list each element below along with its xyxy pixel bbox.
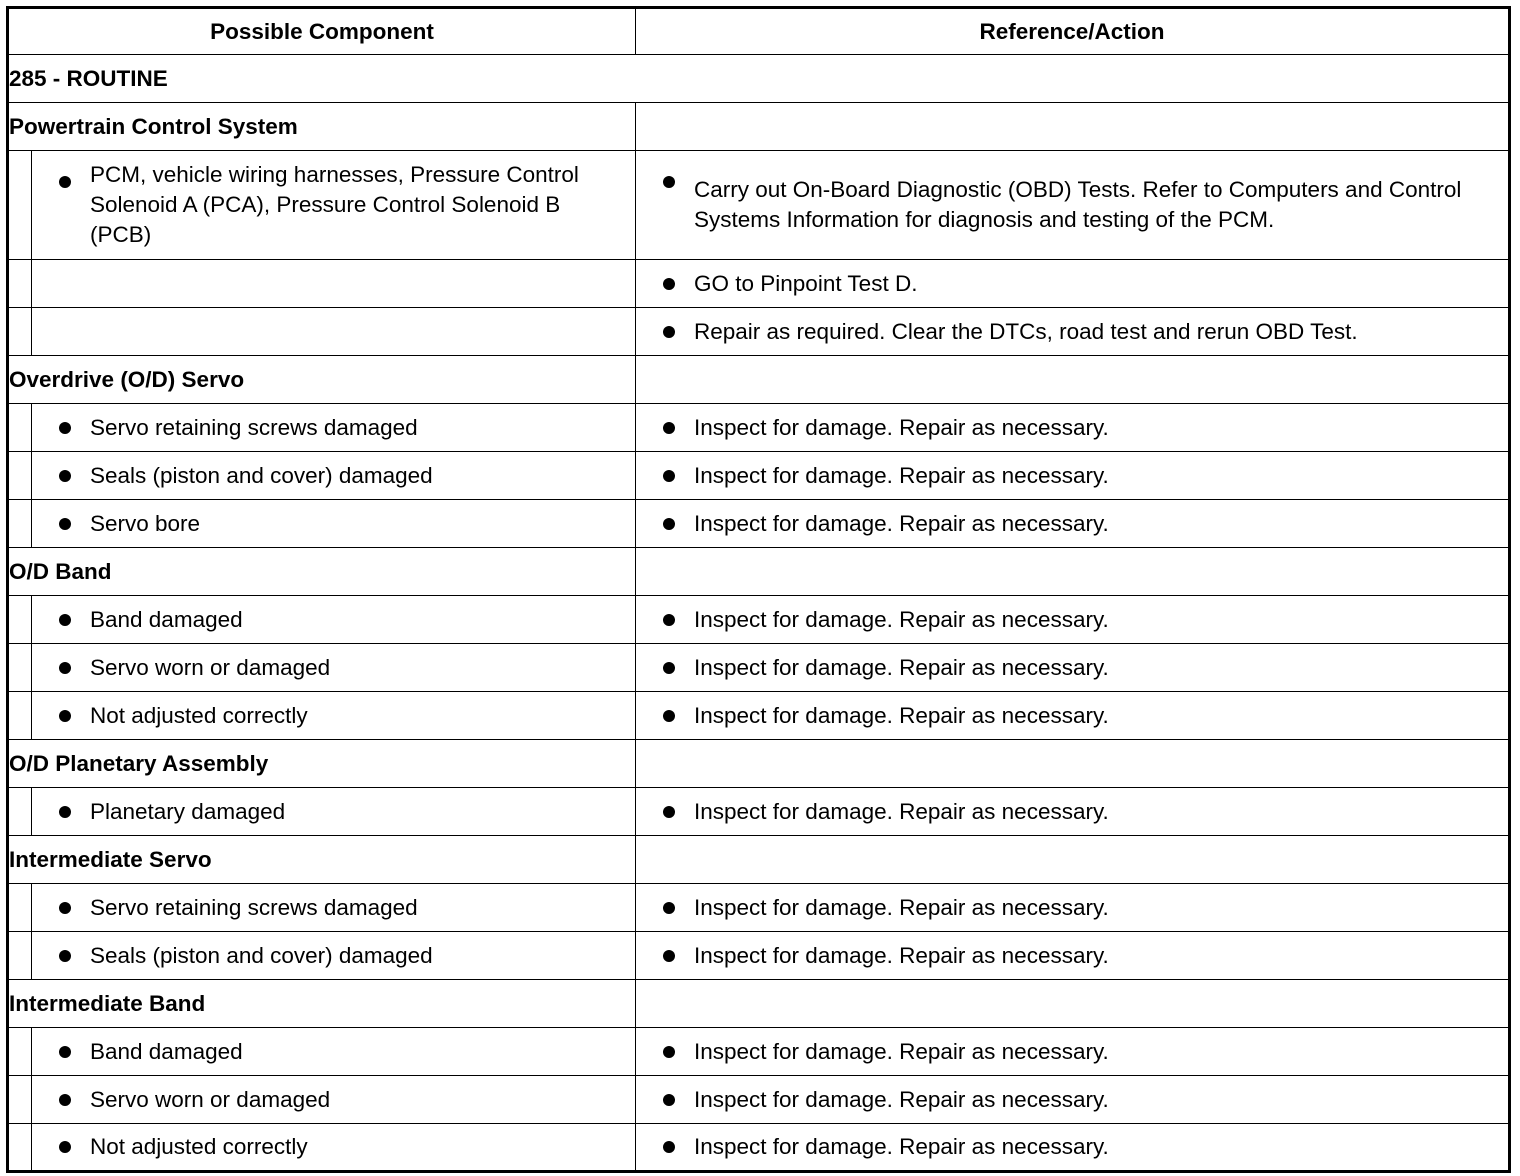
action-text: Inspect for damage. Repair as necessary.	[694, 1134, 1109, 1159]
bullet-icon	[663, 422, 675, 434]
action-cell	[636, 644, 1510, 692]
section-row	[8, 356, 1510, 404]
bullet-icon	[663, 902, 675, 914]
section-row	[8, 980, 1510, 1028]
row-gutter	[8, 596, 32, 644]
action-cell	[636, 500, 1510, 548]
component-text: Servo worn or damaged	[90, 1086, 331, 1112]
action-text: Inspect for damage. Repair as necessary.	[694, 894, 1109, 920]
table-row	[8, 452, 1510, 500]
bullet-icon	[663, 662, 675, 674]
action-text: Inspect for damage. Repair as necessary.	[694, 510, 1109, 536]
component-cell	[32, 500, 636, 548]
row-gutter	[8, 1076, 32, 1124]
action-cell	[636, 788, 1510, 836]
section-title: Intermediate Servo	[8, 836, 636, 884]
row-gutter	[8, 404, 32, 452]
component-cell	[32, 932, 636, 980]
bullet-icon	[663, 1141, 675, 1153]
bullet-icon	[59, 1094, 71, 1106]
section-title: O/D Band	[8, 548, 636, 596]
action-text: Repair as required. Clear the DTCs, road test and rerun OBD Test.	[694, 318, 1358, 344]
bullet-icon	[59, 806, 71, 818]
action-cell	[636, 308, 1510, 356]
section-row	[8, 103, 1510, 151]
bullet-icon	[59, 710, 71, 722]
component-text: Seals (piston and cover) damaged	[90, 462, 433, 488]
bullet-icon	[663, 518, 675, 530]
component-text: Not adjusted correctly	[90, 702, 308, 728]
action-text: Inspect for damage. Repair as necessary.	[694, 702, 1109, 728]
section-title: O/D Planetary Assembly	[8, 740, 636, 788]
header-row	[8, 8, 1510, 55]
row-gutter	[8, 452, 32, 500]
table-row	[8, 1028, 1510, 1076]
bullet-icon	[663, 326, 675, 338]
table-row	[8, 884, 1510, 932]
bullet-icon	[59, 1046, 71, 1058]
bullet-icon	[663, 1094, 675, 1106]
bullet-icon	[663, 470, 675, 482]
bullet-icon	[663, 950, 675, 962]
action-text: Inspect for damage. Repair as necessary.	[694, 1038, 1109, 1064]
section-title: Intermediate Band	[8, 980, 636, 1028]
row-gutter	[8, 1124, 32, 1172]
row-gutter	[8, 692, 32, 740]
action-text: Inspect for damage. Repair as necessary.	[694, 654, 1109, 680]
bullet-icon	[663, 614, 675, 626]
section-action-empty	[636, 980, 1510, 1028]
section-action-empty	[636, 103, 1510, 151]
action-cell	[636, 692, 1510, 740]
component-cell	[32, 1076, 636, 1124]
row-gutter	[8, 884, 32, 932]
bullet-icon	[663, 1046, 675, 1058]
bullet-icon	[663, 278, 675, 290]
diagnosis-table	[6, 6, 1511, 1173]
action-cell	[636, 452, 1510, 500]
bullet-icon	[59, 662, 71, 674]
component-cell	[32, 884, 636, 932]
section-action-empty	[636, 836, 1510, 884]
component-text: Not adjusted correctly	[90, 1134, 308, 1159]
component-cell	[32, 1124, 636, 1172]
action-text: Inspect for damage. Repair as necessary.	[694, 1086, 1109, 1112]
section-action-empty	[636, 356, 1510, 404]
table-row	[8, 644, 1510, 692]
component-text: Planetary damaged	[90, 798, 286, 824]
component-cell	[32, 644, 636, 692]
table-row	[8, 500, 1510, 548]
action-text: Inspect for damage. Repair as necessary.	[694, 462, 1109, 488]
component-cell	[32, 596, 636, 644]
component-cell	[32, 151, 636, 260]
bullet-icon	[59, 422, 71, 434]
component-text: Servo retaining screws damaged	[90, 414, 418, 440]
header-action: Reference/Action	[636, 8, 1510, 55]
bullet-icon	[663, 710, 675, 722]
header-component: Possible Component	[8, 8, 636, 55]
component-cell-empty	[32, 260, 636, 308]
bullet-icon	[663, 176, 675, 188]
table-row	[8, 1076, 1510, 1124]
row-gutter	[8, 308, 32, 356]
component-text: PCM, vehicle wiring harnesses, Pressure Control Solenoid A (PCA), Pressure Control Solenoid B (PCB)	[90, 162, 579, 247]
component-text: Band damaged	[90, 606, 243, 632]
table-row	[8, 1124, 1510, 1172]
bullet-icon	[59, 1141, 71, 1153]
section-row	[8, 740, 1510, 788]
table-row	[8, 404, 1510, 452]
section-row	[8, 836, 1510, 884]
bullet-icon	[59, 950, 71, 962]
action-text: Carry out On-Board Diagnostic (OBD) Tests. Refer to Computers and Control Systems Information for diagnosis and testing of the PCM.	[694, 177, 1462, 232]
action-cell	[636, 1076, 1510, 1124]
section-title: Overdrive (O/D) Servo	[8, 356, 636, 404]
table-row	[8, 308, 1510, 356]
component-text: Servo worn or damaged	[90, 654, 331, 680]
section-action-empty	[636, 740, 1510, 788]
action-text: Inspect for damage. Repair as necessary.	[694, 606, 1109, 632]
action-cell	[636, 260, 1510, 308]
row-gutter	[8, 932, 32, 980]
row-gutter	[8, 788, 32, 836]
action-cell	[636, 1124, 1510, 1172]
table-row	[8, 932, 1510, 980]
action-text: Inspect for damage. Repair as necessary.	[694, 798, 1109, 824]
table-row	[8, 692, 1510, 740]
component-cell	[32, 692, 636, 740]
table-row	[8, 788, 1510, 836]
section-action-empty	[636, 548, 1510, 596]
row-gutter	[8, 260, 32, 308]
action-cell	[636, 151, 1510, 260]
action-cell	[636, 404, 1510, 452]
component-text: Seals (piston and cover) damaged	[90, 942, 433, 968]
component-cell	[32, 404, 636, 452]
row-gutter	[8, 1028, 32, 1076]
title-row	[8, 55, 1510, 103]
row-gutter	[8, 500, 32, 548]
bullet-icon	[59, 614, 71, 626]
row-gutter	[8, 151, 32, 260]
component-text: Servo retaining screws damaged	[90, 894, 418, 920]
action-cell	[636, 884, 1510, 932]
row-gutter	[8, 644, 32, 692]
action-cell	[636, 1028, 1510, 1076]
component-cell	[32, 788, 636, 836]
bullet-icon	[663, 806, 675, 818]
section-title: Powertrain Control System	[8, 103, 636, 151]
action-text: GO to Pinpoint Test D.	[694, 270, 918, 296]
routine-title: 285 - ROUTINE	[8, 55, 1510, 103]
table-row	[8, 151, 1510, 260]
action-cell	[636, 932, 1510, 980]
bullet-icon	[59, 176, 71, 188]
component-text: Band damaged	[90, 1038, 243, 1064]
bullet-icon	[59, 470, 71, 482]
component-cell	[32, 452, 636, 500]
action-text: Inspect for damage. Repair as necessary.	[694, 942, 1109, 968]
action-text: Inspect for damage. Repair as necessary.	[694, 414, 1109, 440]
component-cell	[32, 1028, 636, 1076]
bullet-icon	[59, 902, 71, 914]
action-cell	[636, 596, 1510, 644]
table-row	[8, 596, 1510, 644]
component-text: Servo bore	[90, 510, 201, 536]
component-cell-empty	[32, 308, 636, 356]
section-row	[8, 548, 1510, 596]
table-row	[8, 260, 1510, 308]
bullet-icon	[59, 518, 71, 530]
